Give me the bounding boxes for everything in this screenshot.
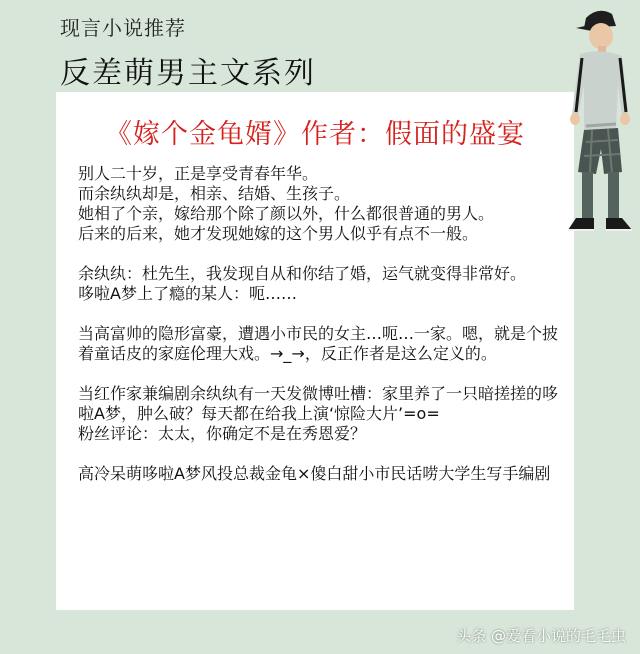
synopsis-paragraph-5: 高冷呆萌哆啦A梦风投总裁金龟×傻白甜小市民话唠大学生写手编剧 [78, 464, 551, 483]
series-title: 反差萌男主文系列 [60, 56, 316, 91]
synopsis [78, 164, 558, 504]
synopsis-paragraph-3: 当高富帅的隐形富豪，遭遇小市民的女主…呃…一家。嗯，就是个披着童话皮的家庭伦理大戏。→_→，反正作者是这么定义的。 [78, 324, 559, 363]
watermark: 头条 @爱看小说的毛毛虫 [456, 627, 626, 645]
synopsis-paragraph-2: 余纨纨：杜先生，我发现自从和你结了婚，运气就变得非常好。 哆啦A梦上了瘾的某人：呃…… [78, 264, 527, 303]
content-card [56, 92, 574, 610]
man-in-cap-illustration [546, 4, 636, 254]
synopsis-paragraph-4: 当红作家兼编剧余纨纨有一天发微博吐槽：家里养了一只暗搓搓的哆啦A梦，肿么破？每天都在给我上演‘惊险大片’=o= 粉丝评论：太太，你确定不是在秀恩爱？ [78, 384, 559, 443]
category-tag: 现言小说推荐 [60, 16, 186, 40]
book-title: 《嫁个金龟婿》作者：假面的盛宴 [105, 119, 525, 150]
synopsis-paragraph-1: 别人二十岁，正是享受青春年华。 而余纨纨却是，相亲、结婚、生孩子。 她相了个亲，嫁给那个除了颜以外，什么都很普通的男人。 后来的后来，她才发现她嫁的这个男人似乎有点不一般。 [78, 164, 495, 243]
